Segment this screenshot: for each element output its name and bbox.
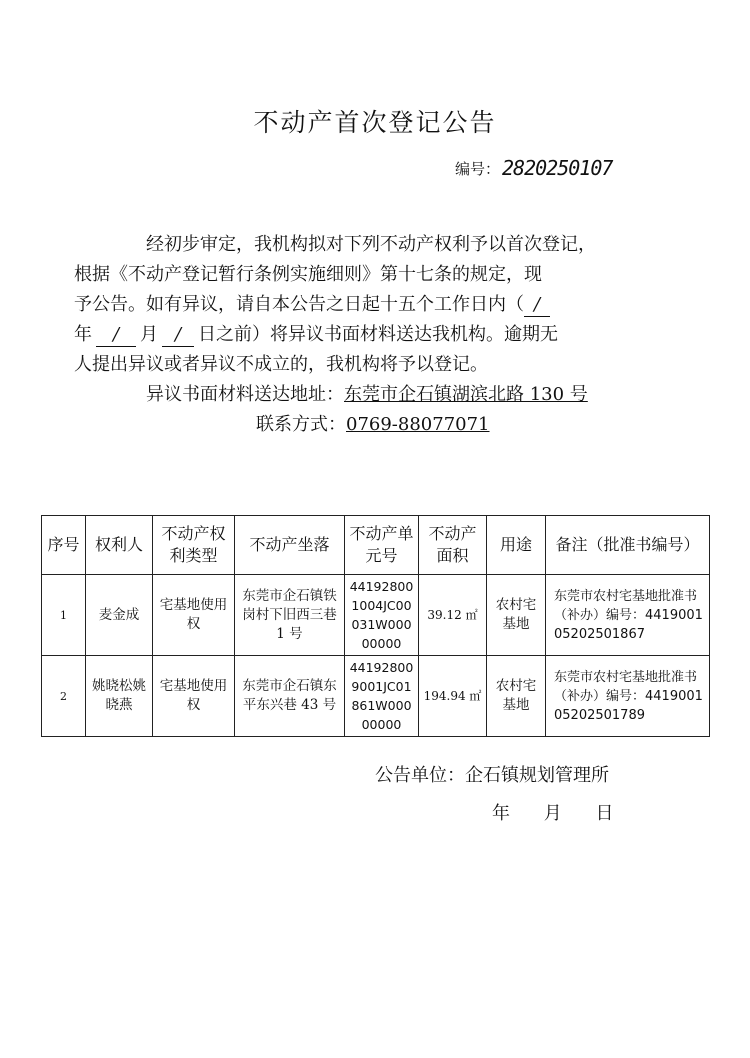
cell-use: 农村宅基地 — [487, 656, 546, 737]
cell-no: 1 — [42, 575, 86, 656]
cell-area: 39.12 ㎡ — [419, 575, 487, 656]
header-use: 用途 — [487, 516, 546, 575]
header-no: 序号 — [42, 516, 86, 575]
notice-line-3 — [74, 290, 650, 320]
cell-use: 农村宅基地 — [487, 575, 546, 656]
cell-right-type: 宅基地使用权 — [153, 575, 235, 656]
contact-value: 0769-88077071 — [346, 414, 490, 435]
blank-month: / — [96, 324, 136, 347]
cell-right-type: 宅基地使用权 — [153, 656, 235, 737]
notice-line-5: 人提出异议或者异议不成立的，我机构将予以登记。 — [74, 354, 488, 375]
contact-label: 联系方式： — [256, 414, 346, 435]
issue-date: 年 月 日 — [492, 803, 614, 824]
year-label: 年 — [74, 324, 92, 345]
notice-paragraph — [74, 230, 650, 440]
cell-note — [546, 575, 710, 656]
blank-day: / — [162, 324, 194, 347]
cell-no: 2 — [42, 656, 86, 737]
serial-label: 编号： — [455, 160, 501, 178]
note-text: 东莞市农村宅基地批准书（补办）编号： — [554, 669, 698, 704]
contact-line — [110, 410, 650, 440]
notice-line-1: 经初步审定，我机构拟对下列不动产权利予以首次登记， — [146, 234, 596, 255]
cell-area: 194.94 ㎡ — [419, 656, 487, 737]
address-value: 东莞市企石镇湖滨北路 130 号 — [344, 384, 588, 405]
address-label: 异议书面材料送达地址： — [146, 384, 344, 405]
cell-holder: 姚晓松姚晓燕 — [86, 656, 153, 737]
table-header-row — [42, 516, 710, 575]
address-line — [110, 380, 650, 410]
note-number: 441900105202501789 — [554, 688, 703, 723]
header-holder: 权利人 — [86, 516, 153, 575]
header-note: 备注（批准书编号） — [546, 516, 710, 575]
notice-line-4 — [74, 320, 650, 350]
notice-line-3-text: 予公告。如有异议，请自本公告之日起十五个工作日内（ — [74, 294, 524, 315]
issuing-unit-value: 企石镇规划管理所 — [465, 765, 609, 786]
cell-location: 东莞市企石镇铁岗村下旧西三巷 1 号 — [235, 575, 345, 656]
cell-location: 东莞市企石镇东平东兴巷 43 号 — [235, 656, 345, 737]
header-location: 不动产坐落 — [235, 516, 345, 575]
header-unit-no: 不动产单元号 — [345, 516, 419, 575]
cell-note — [546, 656, 710, 737]
header-area: 不动产面积 — [419, 516, 487, 575]
table-row — [42, 575, 710, 656]
cell-holder: 麦金成 — [86, 575, 153, 656]
serial-value-handwritten: 2820250107 — [502, 156, 613, 180]
table-row — [42, 656, 710, 737]
serial-number — [455, 155, 612, 179]
blank-day-start: / — [524, 294, 550, 317]
header-right-type: 不动产权利类型 — [153, 516, 235, 575]
issuing-unit-label: 公告单位： — [375, 765, 465, 786]
notice-line-2: 根据《不动产登记暂行条例实施细则》第十七条的规定，现 — [74, 264, 542, 285]
issuing-unit — [375, 761, 609, 787]
note-text: 东莞市农村宅基地批准书（补办）编号： — [554, 588, 698, 623]
cell-unit-no: 441928001004JC00031W00000000 — [345, 575, 419, 656]
cell-unit-no: 441928009001JC01861W00000000 — [345, 656, 419, 737]
notice-line-4-text: 日之前）将异议书面材料送达我机构。逾期无 — [198, 324, 558, 345]
registration-table — [41, 515, 710, 737]
document-title: 不动产首次登记公告 — [253, 108, 497, 137]
month-label: 月 — [140, 324, 158, 345]
note-number: 441900105202501867 — [554, 607, 703, 642]
